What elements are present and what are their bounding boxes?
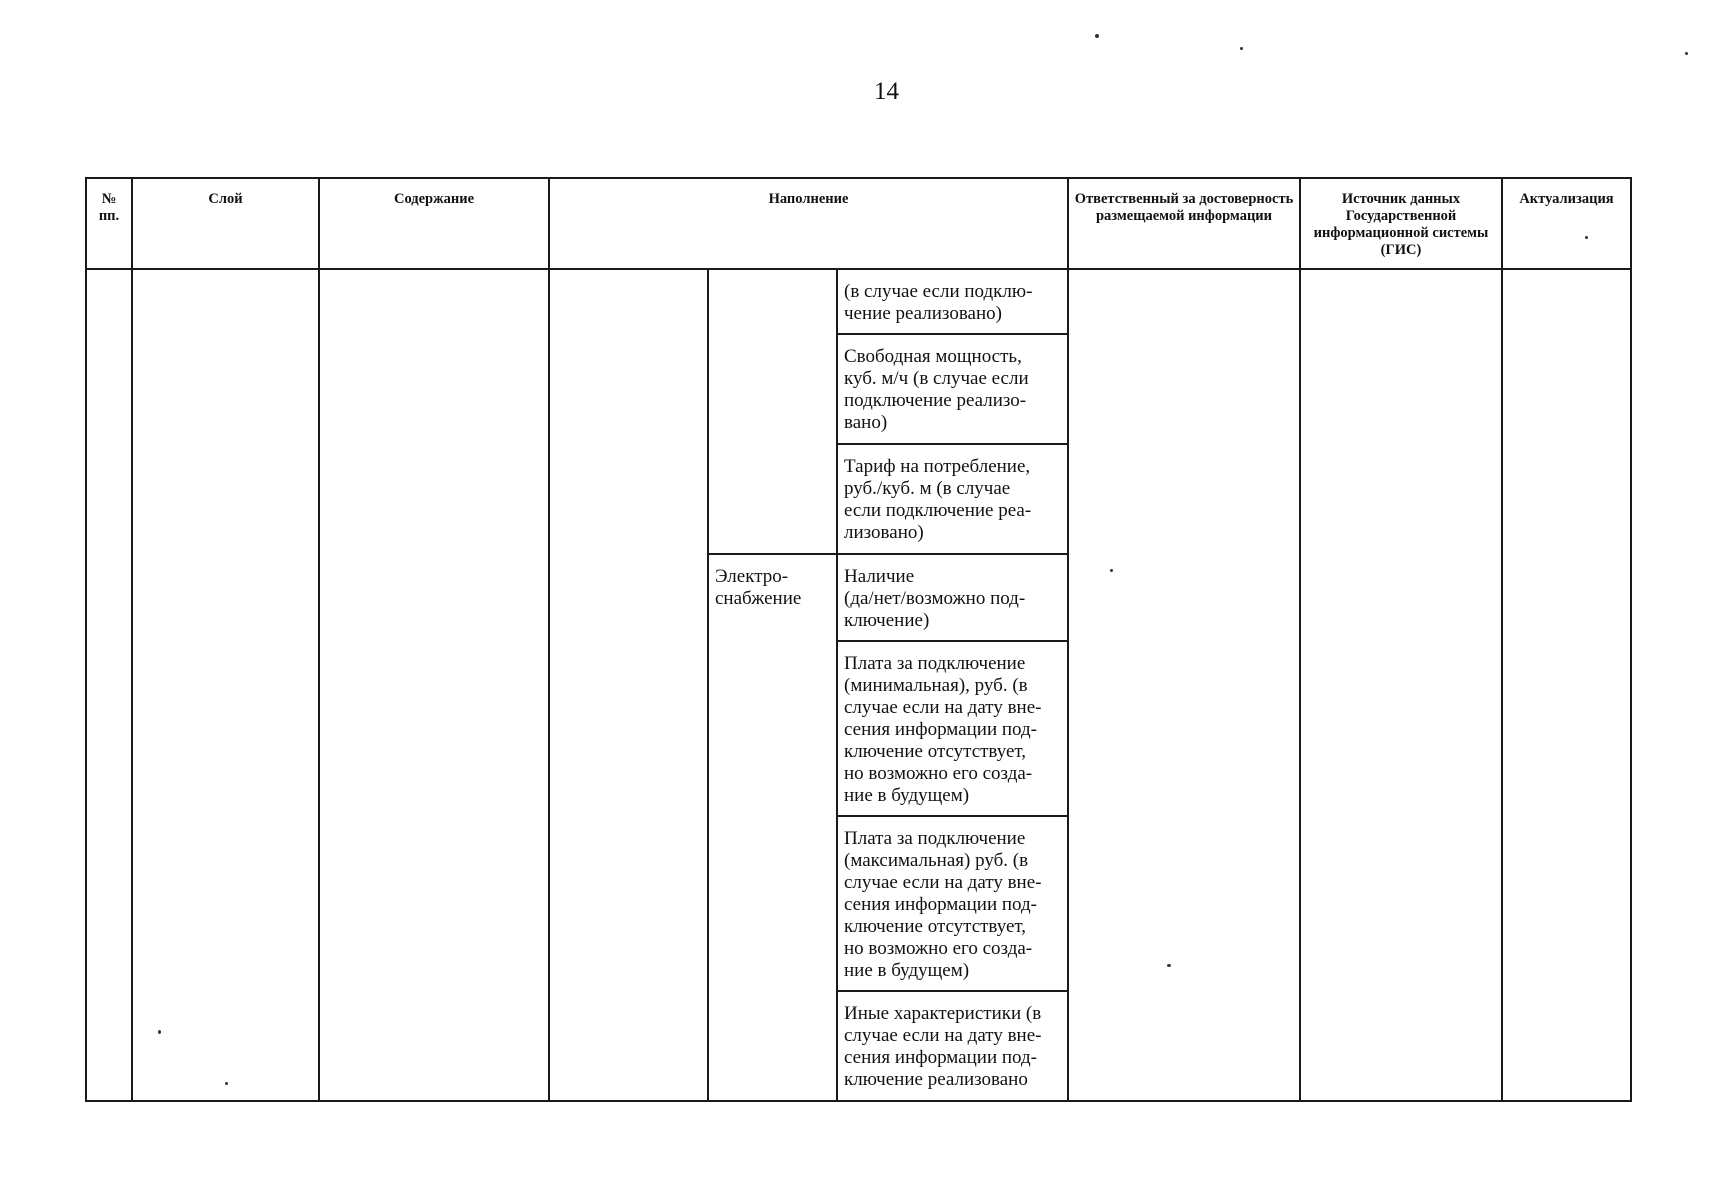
group-cell-water <box>708 269 837 554</box>
item-text: Иные характеристики (в случае если на дату вне- сения информации под- ключение реализовано <box>844 1003 1042 1090</box>
item-text: Плата за подключение (максимальная) руб. (в случае если на дату вне- сения информации под- ключение отсутствует, но возможно его созда- ние в будущем) <box>844 828 1042 981</box>
group-cell-electricity <box>708 554 837 1101</box>
item-text: Тариф на потребление, руб./куб. м (в случае если подключение реа- лизовано) <box>844 456 1032 543</box>
item-cell <box>837 334 1068 444</box>
scan-speck <box>1095 34 1099 38</box>
header-row <box>86 178 1631 269</box>
content-cell <box>319 269 549 1101</box>
header-data-source: Источник данных Государственной информационной системы (ГИС) <box>1300 178 1502 269</box>
layer-cell <box>132 269 319 1101</box>
scan-speck <box>1685 52 1688 55</box>
item-text: Наличие (да/нет/возможно под- ключение) <box>844 566 1026 631</box>
header-filling: Наполнение <box>549 178 1068 269</box>
scan-speck <box>158 1030 161 1034</box>
header-layer: Слой <box>132 178 319 269</box>
scan-speck <box>1167 964 1171 967</box>
item-cell <box>837 269 1068 334</box>
header-content: Содержание <box>319 178 549 269</box>
group-text: Электро- снабжение <box>715 566 802 609</box>
item-cell <box>837 444 1068 554</box>
item-text: Свободная мощность, куб. м/ч (в случае если подключение реализо- вано) <box>844 346 1029 433</box>
item-text: (в случае если подклю- чение реализовано) <box>844 281 1033 324</box>
item-cell <box>837 641 1068 816</box>
item-cell <box>837 554 1068 641</box>
page-number: 14 <box>874 78 899 105</box>
data-source-cell <box>1300 269 1502 1101</box>
item-cell <box>837 816 1068 991</box>
actualization-cell <box>1502 269 1631 1101</box>
item-cell <box>837 991 1068 1101</box>
header-actualization: Актуализация <box>1502 178 1631 269</box>
number-cell <box>86 269 132 1101</box>
filling-cell <box>549 269 708 1101</box>
scan-speck <box>225 1082 228 1085</box>
scan-speck <box>1110 569 1113 572</box>
item-text: Плата за подключение (минимальная), руб. (в случае если на дату вне- сения информации под- ключение отсутствует, но возможно его созда- ние в будущем) <box>844 653 1042 806</box>
header-number: № пп. <box>86 178 132 269</box>
document-table <box>85 177 1632 1102</box>
table-row <box>86 269 1631 334</box>
scan-speck <box>1240 47 1243 50</box>
header-responsible: Ответственный за достоверность размещаемой информации <box>1068 178 1300 269</box>
scan-speck <box>1585 236 1588 239</box>
responsible-cell <box>1068 269 1300 1101</box>
